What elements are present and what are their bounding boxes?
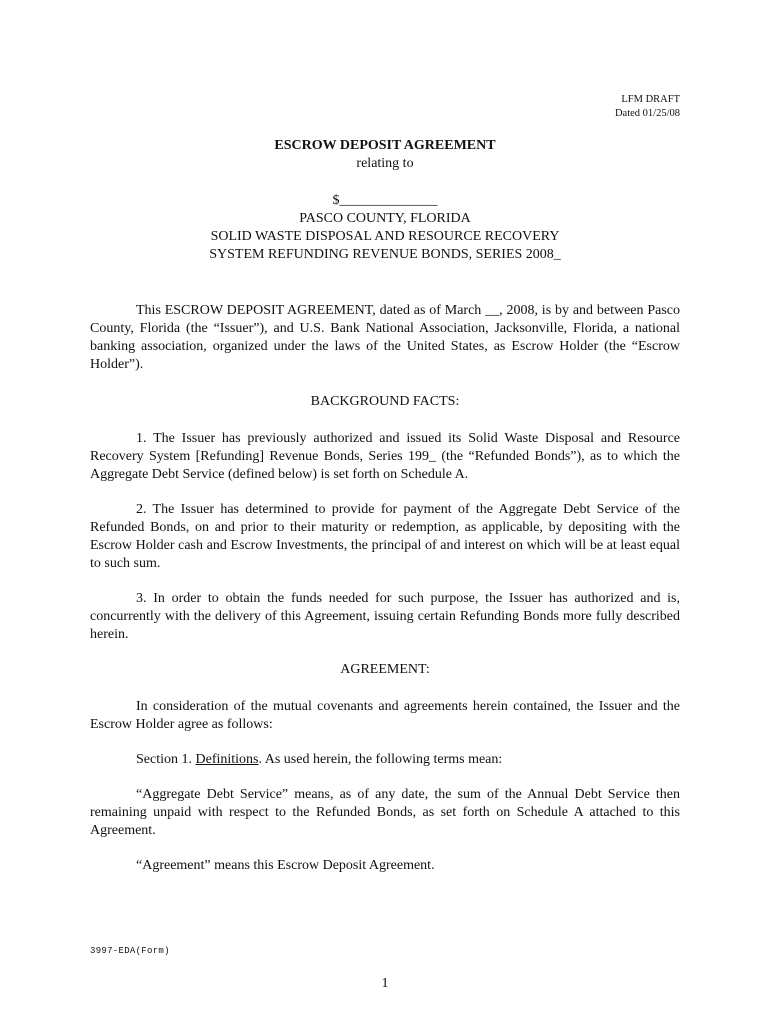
- fact-paragraph-1: 1. The Issuer has previously authorized and issued its Solid Waste Disposal and Resource Recovery System [Refunding] Revenue Bonds, Series 199_ (the “Refunded Bonds”), as to which the Aggregate Debt Service (defined below) is set forth on Schedule A.: [90, 431, 680, 482]
- definition-agreement: “Agreement” means this Escrow Deposit Agreement.: [136, 858, 435, 873]
- title-spacer: [90, 173, 680, 192]
- draft-label: LFM DRAFT: [621, 94, 680, 105]
- title-block: [90, 137, 680, 264]
- agreement-heading: AGREEMENT:: [340, 662, 430, 677]
- section-1-heading: [90, 751, 680, 769]
- page-number: 1: [381, 976, 389, 991]
- draft-note: [615, 93, 680, 121]
- form-code: 3997-EDA(Form): [90, 946, 170, 956]
- background-heading: BACKGROUND FACTS:: [310, 394, 460, 409]
- fact-paragraph-3: 3. In order to obtain the funds needed for such purpose, the Issuer has authorized and is, concurrently with the delivery of this Agreement, issuing certain Refunding Bonds more fully described herein.: [90, 591, 680, 642]
- section-1-suffix: . As used herein, the following terms mean:: [258, 752, 503, 767]
- intro-paragraph: This ESCROW DEPOSIT AGREEMENT, dated as of March __, 2008, is by and between Pasco County, Florida (the “Issuer”), and U.S. Bank National Association, Jacksonville, Florida, a national banking association, organized under the laws of the United States, as Escrow Holder (the “Escrow Holder”).: [90, 303, 680, 372]
- document-body: [90, 302, 680, 892]
- consideration-paragraph: In consideration of the mutual covenants and agreements herein contained, the Issuer and the Escrow Holder agree as follows:: [90, 699, 680, 732]
- fact-paragraph-2: 2. The Issuer has determined to provide for payment of the Aggregate Debt Service of the Refunded Bonds, on and prior to their maturity or redemption, as applicable, by depositing with the Escrow Holder cash and Escrow Investments, the principal of and interest on which will be at least equal to such sum.: [90, 502, 680, 571]
- definition-aggregate-debt-service: “Aggregate Debt Service” means, as of any date, the sum of the Annual Debt Service then remaining unpaid with respect to the Refunded Bonds, as set forth on Schedule A attached to this Agreement.: [90, 787, 680, 838]
- section-1-term: Definitions: [195, 752, 259, 767]
- document-title: ESCROW DEPOSIT AGREEMENT: [274, 138, 496, 153]
- title-bond-line-1: SOLID WASTE DISPOSAL AND RESOURCE RECOVERY: [210, 229, 560, 244]
- draft-date: Dated 01/25/08: [614, 108, 680, 119]
- section-1-prefix: Section 1.: [136, 752, 196, 767]
- title-relating: relating to: [356, 156, 414, 171]
- title-issuer: PASCO COUNTY, FLORIDA: [299, 211, 471, 226]
- title-bond-line-2: SYSTEM REFUNDING REVENUE BONDS, SERIES 2008_: [209, 247, 561, 262]
- title-amount: $______________: [332, 193, 438, 208]
